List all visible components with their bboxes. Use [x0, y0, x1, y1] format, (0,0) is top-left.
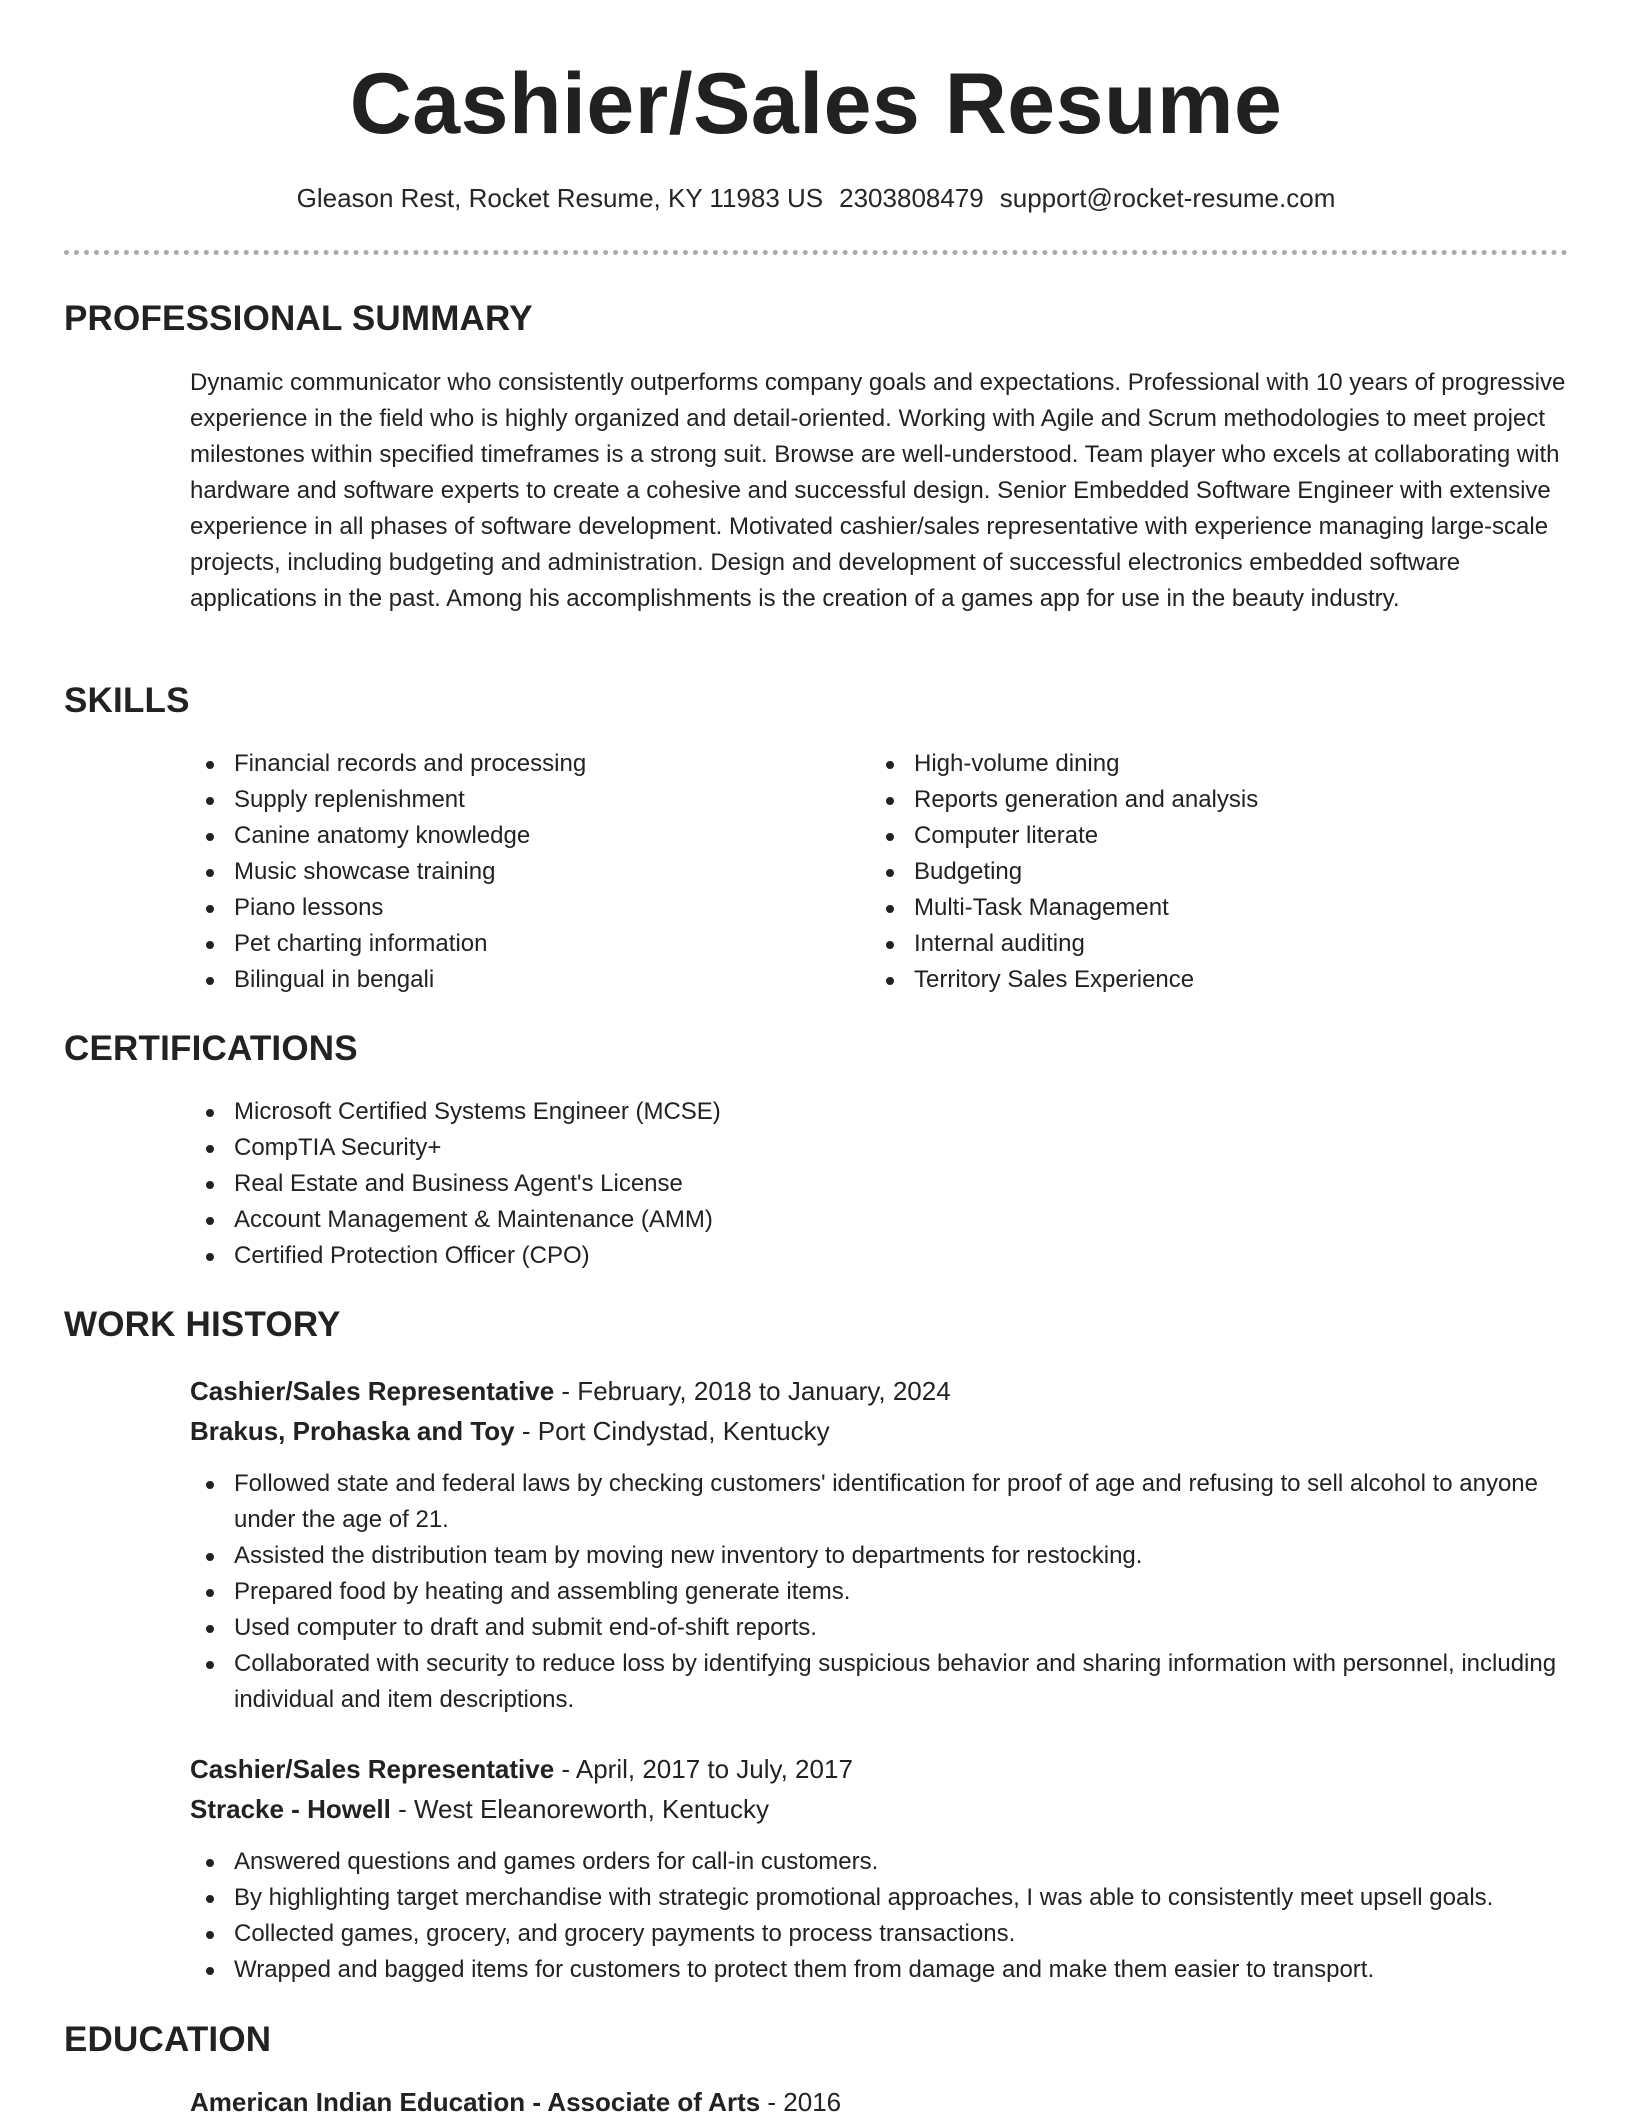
certifications-section	[64, 1027, 1568, 1071]
skill-item: Pet charting information	[190, 926, 850, 962]
job-entry	[190, 1371, 1568, 1451]
skill-item: Multi-Task Management	[870, 890, 1550, 926]
job-title: Cashier/Sales Representative	[190, 1754, 555, 1784]
job-dates: - April, 2017 to July, 2017	[554, 1754, 853, 1784]
job-bullets	[190, 1466, 1568, 1718]
skills-left-column	[190, 746, 850, 998]
education-year: - 2016	[760, 2087, 842, 2117]
job-bullet: Prepared food by heating and assembling generate items.	[190, 1574, 1568, 1610]
job-company-line	[190, 1789, 1568, 1829]
job-title-line	[190, 1371, 1568, 1411]
certification-item: Certified Protection Officer (CPO)	[190, 1238, 1568, 1274]
skills-section	[64, 679, 1568, 723]
certification-item: CompTIA Security+	[190, 1130, 1568, 1166]
skill-item: Canine anatomy knowledge	[190, 818, 850, 854]
skill-item: Supply replenishment	[190, 782, 850, 818]
certifications-list	[190, 1094, 1568, 1274]
education-section	[64, 2018, 1568, 2062]
job-bullets	[190, 1844, 1568, 1988]
contact-line	[0, 180, 1632, 216]
summary-text: Dynamic communicator who consistently outperforms company goals and expectations. Professional with 10 years of progressive experience in the field who is highly organized and detail-oriented. Working with Agile and Scrum methodologies to meet project milestones within specified timeframes is a strong suit. Browse are well-understood. Team player who excels at collaborating with hardware and software experts to create a cohesive and successful design. Senior Embedded Software Engineer with extensive experience in all phases of software development. Motivated cashier/sales representative with experience managing large-scale projects, including budgeting and administration. Design and development of successful electronics embedded software applications in the past. Among his accomplishments is the creation of a games app for use in the beauty industry.	[190, 369, 1566, 612]
skill-item: Computer literate	[870, 818, 1550, 854]
contact-address: Gleason Rest, Rocket Resume, KY 11983 US	[296, 183, 824, 213]
resume-title: Cashier/Sales Resume	[349, 56, 1283, 152]
contact-email[interactable]: support@rocket-resume.com	[999, 183, 1336, 213]
skill-item: Bilingual in bengali	[190, 962, 850, 998]
skill-item: High-volume dining	[870, 746, 1550, 782]
skill-item: Budgeting	[870, 854, 1550, 890]
certifications-heading: CERTIFICATIONS	[64, 1029, 358, 1068]
job-bullet: Collaborated with security to reduce loss by identifying suspicious behavior and sharing information with personnel, including individual and item descriptions.	[190, 1646, 1568, 1718]
job-bullet: Answered questions and games orders for call-in customers.	[190, 1844, 1568, 1880]
job-bullet: Wrapped and bagged items for customers to protect them from damage and make them easier to transport.	[190, 1952, 1568, 1988]
job-bullet: Used computer to draft and submit end-of-shift reports.	[190, 1610, 1568, 1646]
job-bullet: Followed state and federal laws by checking customers' identification for proof of age and refusing to sell alcohol to anyone under the age of 21.	[190, 1466, 1568, 1538]
job-location: - West Eleanoreworth, Kentucky	[390, 1794, 769, 1824]
job-bullet: By highlighting target merchandise with strategic promotional approaches, I was able to consistently meet upsell goals.	[190, 1880, 1568, 1916]
skill-item: Music showcase training	[190, 854, 850, 890]
education-degree: American Indian Education - Associate of Arts	[190, 2087, 761, 2117]
skills-right-column	[870, 746, 1550, 998]
job-entry	[190, 1749, 1568, 1829]
work-history-section	[64, 1303, 1568, 1347]
job-company: Brakus, Prohaska and Toy	[190, 1416, 515, 1446]
skill-item: Reports generation and analysis	[870, 782, 1550, 818]
summary-heading: PROFESSIONAL SUMMARY	[64, 299, 533, 338]
education-heading: EDUCATION	[64, 2020, 272, 2059]
education-line	[190, 2082, 1568, 2122]
certification-item: Real Estate and Business Agent's License	[190, 1166, 1568, 1202]
job-title-line	[190, 1749, 1568, 1789]
job-bullet: Assisted the distribution team by moving new inventory to departments for restocking.	[190, 1538, 1568, 1574]
skill-item: Piano lessons	[190, 890, 850, 926]
skill-item: Financial records and processing	[190, 746, 850, 782]
education-entry	[190, 2082, 1568, 2122]
certification-item: Account Management & Maintenance (AMM)	[190, 1202, 1568, 1238]
skill-item: Internal auditing	[870, 926, 1550, 962]
certification-item: Microsoft Certified Systems Engineer (MCSE)	[190, 1094, 1568, 1130]
job-company-line	[190, 1411, 1568, 1451]
work-history-heading: WORK HISTORY	[64, 1305, 341, 1344]
job-title: Cashier/Sales Representative	[190, 1376, 555, 1406]
header-divider	[64, 250, 1568, 255]
job-location: - Port Cindystad, Kentucky	[514, 1416, 830, 1446]
job-dates: - February, 2018 to January, 2024	[554, 1376, 951, 1406]
skill-item: Territory Sales Experience	[870, 962, 1550, 998]
job-bullet: Collected games, grocery, and grocery payments to process transactions.	[190, 1916, 1568, 1952]
contact-phone: 2303808479	[839, 183, 984, 213]
skills-heading: SKILLS	[64, 681, 190, 720]
summary-section	[64, 297, 1568, 341]
job-company: Stracke - Howell	[190, 1794, 391, 1824]
